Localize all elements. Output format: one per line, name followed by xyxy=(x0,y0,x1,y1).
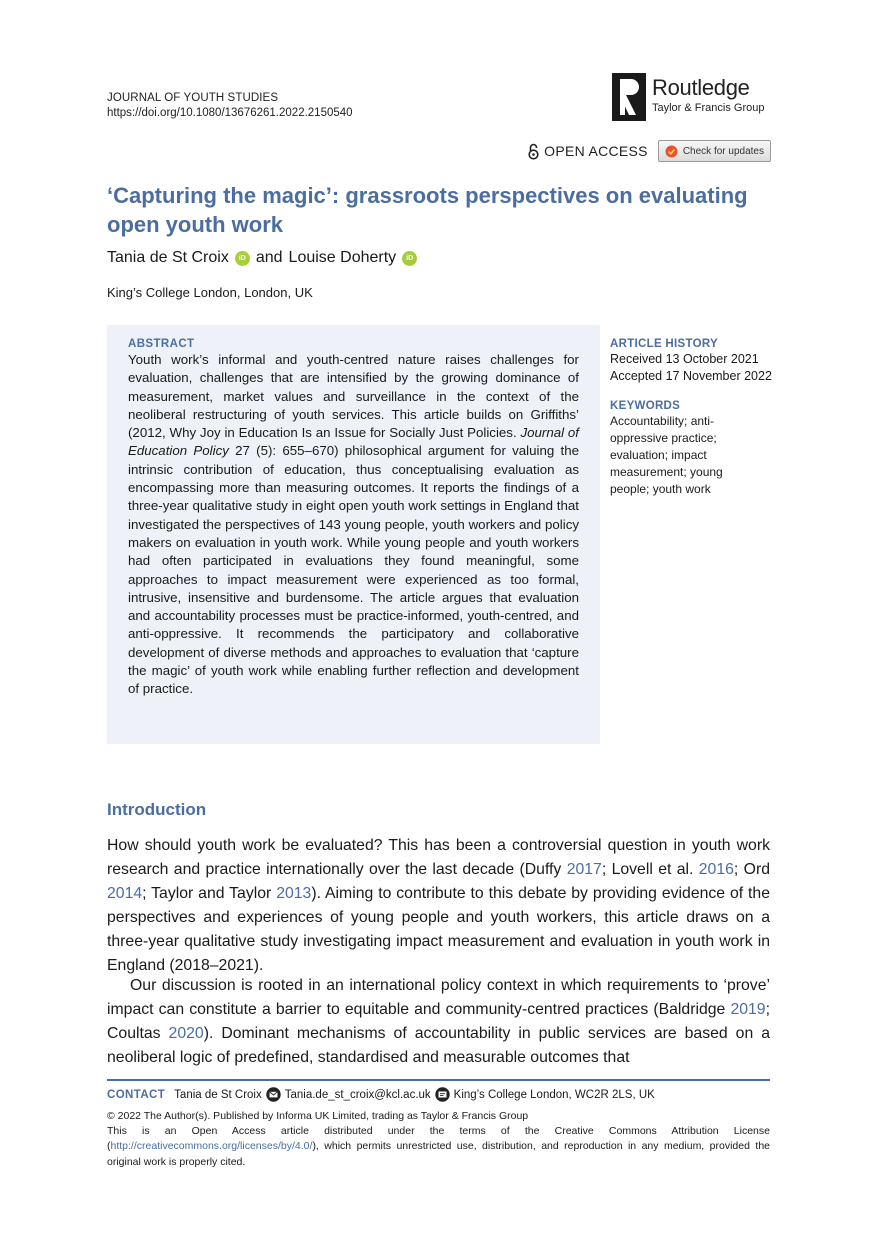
author-connector: and xyxy=(255,249,283,266)
abstract-heading: ABSTRACT xyxy=(128,338,195,350)
publisher-logo xyxy=(612,73,772,123)
email-icon xyxy=(266,1087,281,1102)
citation-link[interactable]: 2020 xyxy=(168,1025,204,1042)
abstract-text-part: Youth work’s informal and youth-centred nature raises challenges for evaluation, challenges that are intensified by the growing dominance of measurement, market values and surveillance in the context of the neoliberal restructuring of youth services. This article builds on Griffiths’ (2012, Why Joy in Education Is an Issue for Socially Just Policies. xyxy=(128,352,579,441)
publisher-group: Taylor & Francis Group xyxy=(652,102,765,114)
body-paragraph xyxy=(107,834,770,978)
publisher-name: Routledge xyxy=(652,75,750,100)
section-heading-introduction: Introduction xyxy=(107,800,207,819)
keywords-list: Accountability; anti-oppressive practice; evaluation; impact measurement; young people; youth work xyxy=(610,414,723,496)
journal-name: JOURNAL OF YOUTH STUDIES xyxy=(107,92,279,104)
text-run: ). Dominant mechanisms of accountability in public services are based on a neoliberal logic of predefined, standardised and measurable outcomes that xyxy=(107,1025,770,1066)
contact-label: CONTACT xyxy=(107,1088,166,1101)
copyright-notice: © 2022 The Author(s). Published by Informa UK Limited, trading as Taylor & Francis Group xyxy=(107,1110,529,1122)
open-access-badge xyxy=(528,143,648,160)
citation-link[interactable]: 2016 xyxy=(698,861,734,878)
check-updates-label: Check for updates xyxy=(682,145,764,157)
abstract-text-part: 27 (5): 655–670) philosophical argument for valuing the intrinsic contribution of education, thus conceptualising evaluation as encompassing more than measuring outcomes. It reports the findings of a three-year qualitative study in eight open youth work settings in England that investigated the perspectives of 143 young people, youth workers and policy makers on evaluation in youth work. While young people and youth workers had often participated in evaluations they found meaningful, some approaches to impact measurement were experienced as too formal, intrusive, insensitive and burdensome. The article argues that evaluation and accountability processes must be practice-informed, youth-centred, and anti-oppressive. It recommends the participatory and collaborative development of diverse methods and approaches to evaluation that ‘capture the magic’ of youth work while enabling further reflection and development of practice. xyxy=(128,443,579,697)
text-run: ; Lovell et al. xyxy=(601,861,699,878)
keywords-heading: KEYWORDS xyxy=(610,400,681,412)
open-access-lock-icon xyxy=(528,143,539,160)
orcid-icon[interactable]: iD xyxy=(235,251,250,266)
abstract-text xyxy=(128,351,579,699)
abstract-box xyxy=(107,325,600,744)
footer-divider xyxy=(107,1079,770,1081)
author-line xyxy=(107,249,417,267)
journal-header xyxy=(107,91,353,121)
body-paragraph xyxy=(107,974,770,1070)
routledge-logo-icon xyxy=(612,73,646,121)
text-run: ), which permits unrestricted use, distribution, and reproduction in any medium, provided the original work is properly cited. xyxy=(107,1140,770,1168)
check-updates-button[interactable] xyxy=(658,140,771,162)
article-title: ‘Capturing the magic’: grassroots perspectives on evaluating open youth work xyxy=(107,183,748,237)
citation-link[interactable]: 2017 xyxy=(566,861,602,878)
author-name[interactable]: Tania de St Croix xyxy=(107,249,229,266)
contact-line xyxy=(107,1087,655,1102)
affiliation: King’s College London, London, UK xyxy=(107,285,313,300)
author-name[interactable]: Louise Doherty xyxy=(288,249,397,266)
license-notice xyxy=(107,1124,770,1170)
text-run: This is an Open Access article distributed under the terms of the Creative Commons Attribution License ( xyxy=(107,1125,770,1153)
citation-link[interactable]: 2013 xyxy=(276,885,312,902)
license-link[interactable]: http://creativecommons.org/licenses/by/4.0/ xyxy=(110,1140,313,1153)
accepted-date: Accepted 17 November 2022 xyxy=(610,369,772,383)
article-sidebar xyxy=(610,337,775,498)
orcid-icon[interactable]: iD xyxy=(402,251,417,266)
doi-link[interactable]: https://doi.org/10.1080/13676261.2022.2150540 xyxy=(107,107,353,119)
citation-link[interactable]: 2019 xyxy=(730,1001,766,1018)
contact-address: King’s College London, WC2R 2LS, UK xyxy=(453,1088,655,1101)
text-run: ; Taylor and Taylor xyxy=(142,885,277,902)
open-access-label: OPEN ACCESS xyxy=(544,143,648,159)
contact-email[interactable]: Tania.de_st_croix@kcl.ac.uk xyxy=(284,1088,431,1101)
abstract-journal-title: Journal of Education Policy xyxy=(128,425,579,459)
text-run: ; Ord xyxy=(733,861,770,878)
article-history-heading: ARTICLE HISTORY xyxy=(610,338,719,350)
received-date: Received 13 October 2021 xyxy=(610,352,759,366)
text-run: ). Aiming to contribute to this debate by providing evidence of the perspectives and experiences of young people and youth workers, this article draws on a three-year qualitative study investigating impact measurement and evaluation in youth work in England (2018–2021). xyxy=(107,885,770,974)
text-run: ; Coultas xyxy=(107,1001,770,1042)
access-row xyxy=(528,140,771,162)
contact-name: Tania de St Croix xyxy=(174,1088,262,1101)
citation-link[interactable]: 2014 xyxy=(107,885,143,902)
address-icon xyxy=(435,1087,450,1102)
check-updates-icon xyxy=(665,145,678,158)
text-run: How should youth work be evaluated? This has been a controversial question in youth work research and practice internationally over the last decade (Duffy xyxy=(107,837,770,878)
text-run: Our discussion is rooted in an international policy context in which requirements to ‘prove’ impact can constitute a barrier to equitable and community-centred practices (Baldridge xyxy=(107,977,770,1018)
